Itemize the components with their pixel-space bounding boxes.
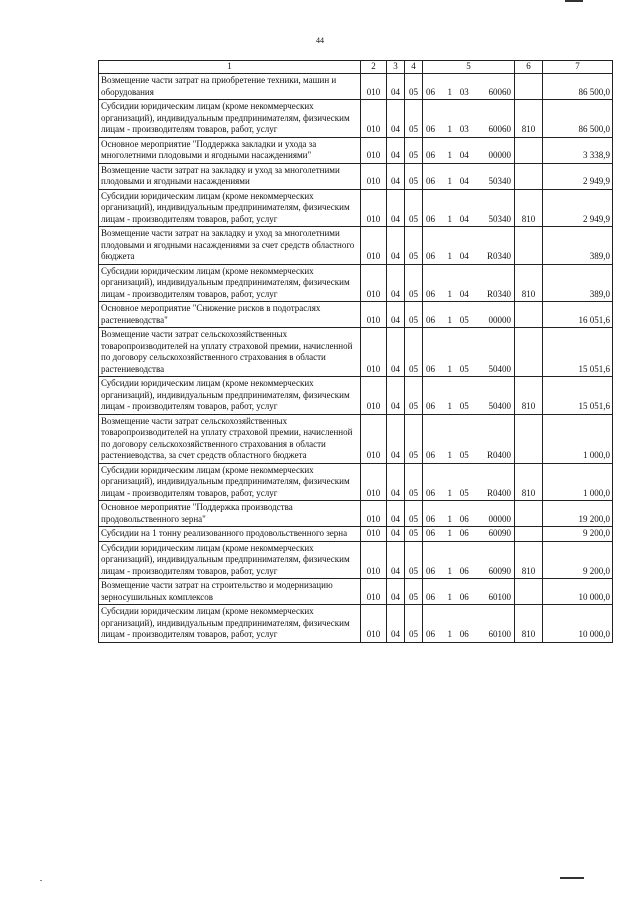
amount: 389,0 [543,264,613,302]
code-direction: 60060 [488,86,511,97]
col-header-3: 3 [387,61,405,74]
amount: 389,0 [543,227,613,265]
code-ministry: 010 [361,163,387,189]
code-expense-type [515,414,543,463]
code-direction: 60090 [488,565,511,576]
code-expense-type [515,579,543,605]
code-expense-type [515,527,543,542]
code-program: 06 [426,150,435,160]
code-subsection: 05 [405,605,423,643]
code-subprogram: 1 [447,363,453,374]
code-event: 05 [459,363,469,374]
code-section: 04 [387,137,405,163]
table-row [99,527,613,542]
col-header-2: 2 [361,61,387,74]
code-target-article [423,501,515,527]
code-target-article [423,74,515,100]
table-row [99,264,613,302]
table-row [99,501,613,527]
code-target-article [423,264,515,302]
code-section: 04 [387,579,405,605]
code-subprogram: 1 [447,487,453,498]
col-header-6: 6 [515,61,543,74]
code-direction: 50400 [488,363,511,374]
code-direction: 60090 [488,528,511,538]
code-program: 06 [426,288,435,299]
code-target-article [423,100,515,138]
code-event: 04 [459,150,469,160]
code-ministry: 010 [361,377,387,415]
code-event: 05 [459,450,469,460]
table-row [99,163,613,189]
code-expense-type [515,501,543,527]
code-section: 04 [387,163,405,189]
amount: 1 000,0 [543,463,613,501]
code-section: 04 [387,100,405,138]
code-section: 04 [387,541,405,579]
row-description: Возмещение части затрат на закладку и уход за многолетними плодовыми и ягодными насаждениями [99,163,361,189]
row-description: Субсидии юридическим лицам (кроме некоммерческих организаций), индивидуальным предпринимателям, физическим лицам - производителям товаров, работ, услуг [99,264,361,302]
code-subsection: 05 [405,264,423,302]
code-event: 05 [459,314,469,325]
code-target-article [423,605,515,643]
code-event: 04 [459,176,469,186]
code-section: 04 [387,414,405,463]
code-subsection: 05 [405,328,423,377]
code-subprogram: 1 [447,565,453,576]
row-description: Основное мероприятие "Поддержка производства продовольственного зерна" [99,501,361,527]
amount: 9 200,0 [543,527,613,542]
scan-mark-bottom [560,877,584,879]
code-direction: 60100 [488,591,511,602]
code-section: 04 [387,501,405,527]
code-program: 06 [426,591,435,602]
row-description: Субсидии юридическим лицам (кроме некоммерческих организаций), индивидуальным предпринимателям, физическим лицам - производителям товаров, работ, услуг [99,189,361,227]
code-section: 04 [387,302,405,328]
code-ministry: 010 [361,463,387,501]
col-header-4: 4 [405,61,423,74]
code-subsection: 05 [405,137,423,163]
col-header-1: 1 [99,61,361,74]
code-subsection: 05 [405,74,423,100]
code-section: 04 [387,264,405,302]
amount: 16 051,6 [543,302,613,328]
code-program: 06 [426,401,435,411]
code-ministry: 010 [361,527,387,542]
code-section: 04 [387,227,405,265]
code-section: 04 [387,74,405,100]
code-target-article [423,137,515,163]
row-description: Основное мероприятие "Поддержка закладки и ухода за многолетними плодовыми и ягодными насаждениями" [99,137,361,163]
code-subprogram: 1 [447,124,453,134]
table-row [99,100,613,138]
code-expense-type [515,302,543,328]
code-section: 04 [387,463,405,501]
code-event: 03 [459,124,469,134]
amount: 2 949,9 [543,163,613,189]
code-program: 06 [426,487,435,498]
col-header-7: 7 [543,61,613,74]
code-subprogram: 1 [447,513,453,524]
table-row [99,74,613,100]
code-program: 06 [426,213,435,224]
scan-speck [40,880,42,881]
code-subsection: 05 [405,100,423,138]
row-description: Субсидии юридическим лицам (кроме некоммерческих организаций), индивидуальным предпринимателям, физическим лицам - производителям товаров, работ, услуг [99,100,361,138]
code-program: 06 [426,86,435,97]
code-expense-type: 810 [515,541,543,579]
code-event: 04 [459,251,469,261]
code-target-article [423,541,515,579]
code-program: 06 [426,629,435,639]
code-subsection: 05 [405,579,423,605]
table-row [99,137,613,163]
code-subprogram: 1 [447,528,453,538]
amount: 10 000,0 [543,579,613,605]
amount: 15 051,6 [543,377,613,415]
code-expense-type [515,328,543,377]
code-ministry: 010 [361,579,387,605]
code-target-article [423,579,515,605]
code-subsection: 05 [405,189,423,227]
amount: 19 200,0 [543,501,613,527]
code-expense-type: 810 [515,605,543,643]
code-ministry: 010 [361,541,387,579]
code-subprogram: 1 [447,629,453,639]
code-section: 04 [387,189,405,227]
code-subprogram: 1 [447,450,453,460]
code-program: 06 [426,124,435,134]
code-section: 04 [387,377,405,415]
code-direction: R0340 [486,251,511,261]
code-program: 06 [426,513,435,524]
col-header-5: 5 [423,61,515,74]
code-ministry: 010 [361,189,387,227]
code-ministry: 010 [361,100,387,138]
code-subprogram: 1 [447,591,453,602]
amount: 3 338,9 [543,137,613,163]
code-ministry: 010 [361,74,387,100]
scan-mark-top [565,0,583,2]
code-program: 06 [426,363,435,374]
code-ministry: 010 [361,328,387,377]
code-subprogram: 1 [447,314,453,325]
code-subsection: 05 [405,377,423,415]
row-description: Субсидии юридическим лицам (кроме некоммерческих организаций), индивидуальным предпринимателям, физическим лицам - производителям товаров, работ, услуг [99,541,361,579]
code-subsection: 05 [405,414,423,463]
code-program: 06 [426,314,435,325]
code-subprogram: 1 [447,251,453,261]
code-subprogram: 1 [447,401,453,411]
row-description: Возмещение части затрат сельскохозяйственных товаропроизводителей на уплату страховой премии, начисленной по договору сельскохозяйственного страхования в области растениеводства, за счет средств областного бюджета [99,414,361,463]
code-event: 06 [459,591,469,602]
code-ministry: 010 [361,501,387,527]
code-event: 06 [459,528,469,538]
code-subsection: 05 [405,463,423,501]
amount: 2 949,9 [543,189,613,227]
code-program: 06 [426,251,435,261]
code-subsection: 05 [405,527,423,542]
row-description: Основное мероприятие "Снижение рисков в подотраслях растениеводства" [99,302,361,328]
code-direction: 00000 [488,513,511,524]
code-subprogram: 1 [447,288,453,299]
code-subsection: 05 [405,302,423,328]
amount: 9 200,0 [543,541,613,579]
amount: 1 000,0 [543,414,613,463]
row-description: Субсидии на 1 тонну реализованного продовольственного зерна [99,527,361,542]
code-ministry: 010 [361,605,387,643]
code-direction: 50400 [488,401,511,411]
budget-table [98,60,613,643]
code-expense-type [515,227,543,265]
table-row [99,541,613,579]
amount: 10 000,0 [543,605,613,643]
code-direction: R0340 [486,288,511,299]
code-event: 06 [459,513,469,524]
code-subprogram: 1 [447,176,453,186]
code-expense-type: 810 [515,264,543,302]
code-direction: R0400 [486,450,511,460]
code-event: 04 [459,213,469,224]
row-description: Субсидии юридическим лицам (кроме некоммерческих организаций), индивидуальным предпринимателям, физическим лицам - производителям товаров, работ, услуг [99,463,361,501]
code-ministry: 010 [361,227,387,265]
code-program: 06 [426,528,435,538]
code-target-article [423,302,515,328]
code-expense-type [515,137,543,163]
table-row [99,605,613,643]
table-row [99,328,613,377]
table-row [99,189,613,227]
code-subsection: 05 [405,163,423,189]
code-direction: 50340 [488,176,511,186]
code-section: 04 [387,527,405,542]
code-direction: 60060 [488,124,511,134]
code-ministry: 010 [361,302,387,328]
code-subsection: 05 [405,541,423,579]
table-row [99,377,613,415]
code-target-article [423,227,515,265]
table-row [99,414,613,463]
code-section: 04 [387,605,405,643]
amount: 86 500,0 [543,100,613,138]
amount: 86 500,0 [543,74,613,100]
code-direction: R0400 [486,487,511,498]
code-subsection: 05 [405,227,423,265]
table-row [99,302,613,328]
code-direction: 00000 [488,150,511,160]
code-event: 05 [459,401,469,411]
code-event: 05 [459,487,469,498]
row-description: Субсидии юридическим лицам (кроме некоммерческих организаций), индивидуальным предпринимателям, физическим лицам - производителям товаров, работ, услуг [99,605,361,643]
code-program: 06 [426,450,435,460]
table-row [99,579,613,605]
code-target-article [423,163,515,189]
code-subsection: 05 [405,501,423,527]
code-direction: 60100 [488,629,511,639]
table-row [99,227,613,265]
code-ministry: 010 [361,264,387,302]
code-expense-type [515,74,543,100]
table-header-row [99,61,613,74]
row-description: Субсидии юридическим лицам (кроме некоммерческих организаций), индивидуальным предпринимателям, физическим лицам - производителям товаров, работ, услуг [99,377,361,415]
amount: 15 051,6 [543,328,613,377]
code-program: 06 [426,565,435,576]
code-target-article [423,463,515,501]
code-target-article [423,377,515,415]
row-description: Возмещение части затрат на приобретение техники, машин и оборудования [99,74,361,100]
code-subprogram: 1 [447,213,453,224]
code-program: 06 [426,176,435,186]
code-subprogram: 1 [447,150,453,160]
table-body [99,74,613,643]
row-description: Возмещение части затрат на строительство и модернизацию зерносушильных комплексов [99,579,361,605]
code-target-article [423,189,515,227]
row-description: Возмещение части затрат сельскохозяйственных товаропроизводителей на уплату страховой премии, начисленной по договору сельскохозяйственного страхования в области растениеводства [99,328,361,377]
code-ministry: 010 [361,137,387,163]
code-expense-type: 810 [515,463,543,501]
code-target-article [423,414,515,463]
code-event: 04 [459,288,469,299]
row-description: Возмещение части затрат на закладку и уход за многолетними плодовыми и ягодными насаждениями за счет средств областного бюджета [99,227,361,265]
code-expense-type: 810 [515,100,543,138]
code-target-article [423,527,515,542]
code-direction: 50340 [488,213,511,224]
code-ministry: 010 [361,414,387,463]
code-target-article [423,328,515,377]
page-number: 44 [316,36,324,45]
code-subprogram: 1 [447,86,453,97]
code-direction: 00000 [488,314,511,325]
code-expense-type [515,163,543,189]
code-expense-type: 810 [515,189,543,227]
code-event: 06 [459,565,469,576]
code-expense-type: 810 [515,377,543,415]
table-row [99,463,613,501]
code-event: 03 [459,86,469,97]
code-section: 04 [387,328,405,377]
code-event: 06 [459,629,469,639]
